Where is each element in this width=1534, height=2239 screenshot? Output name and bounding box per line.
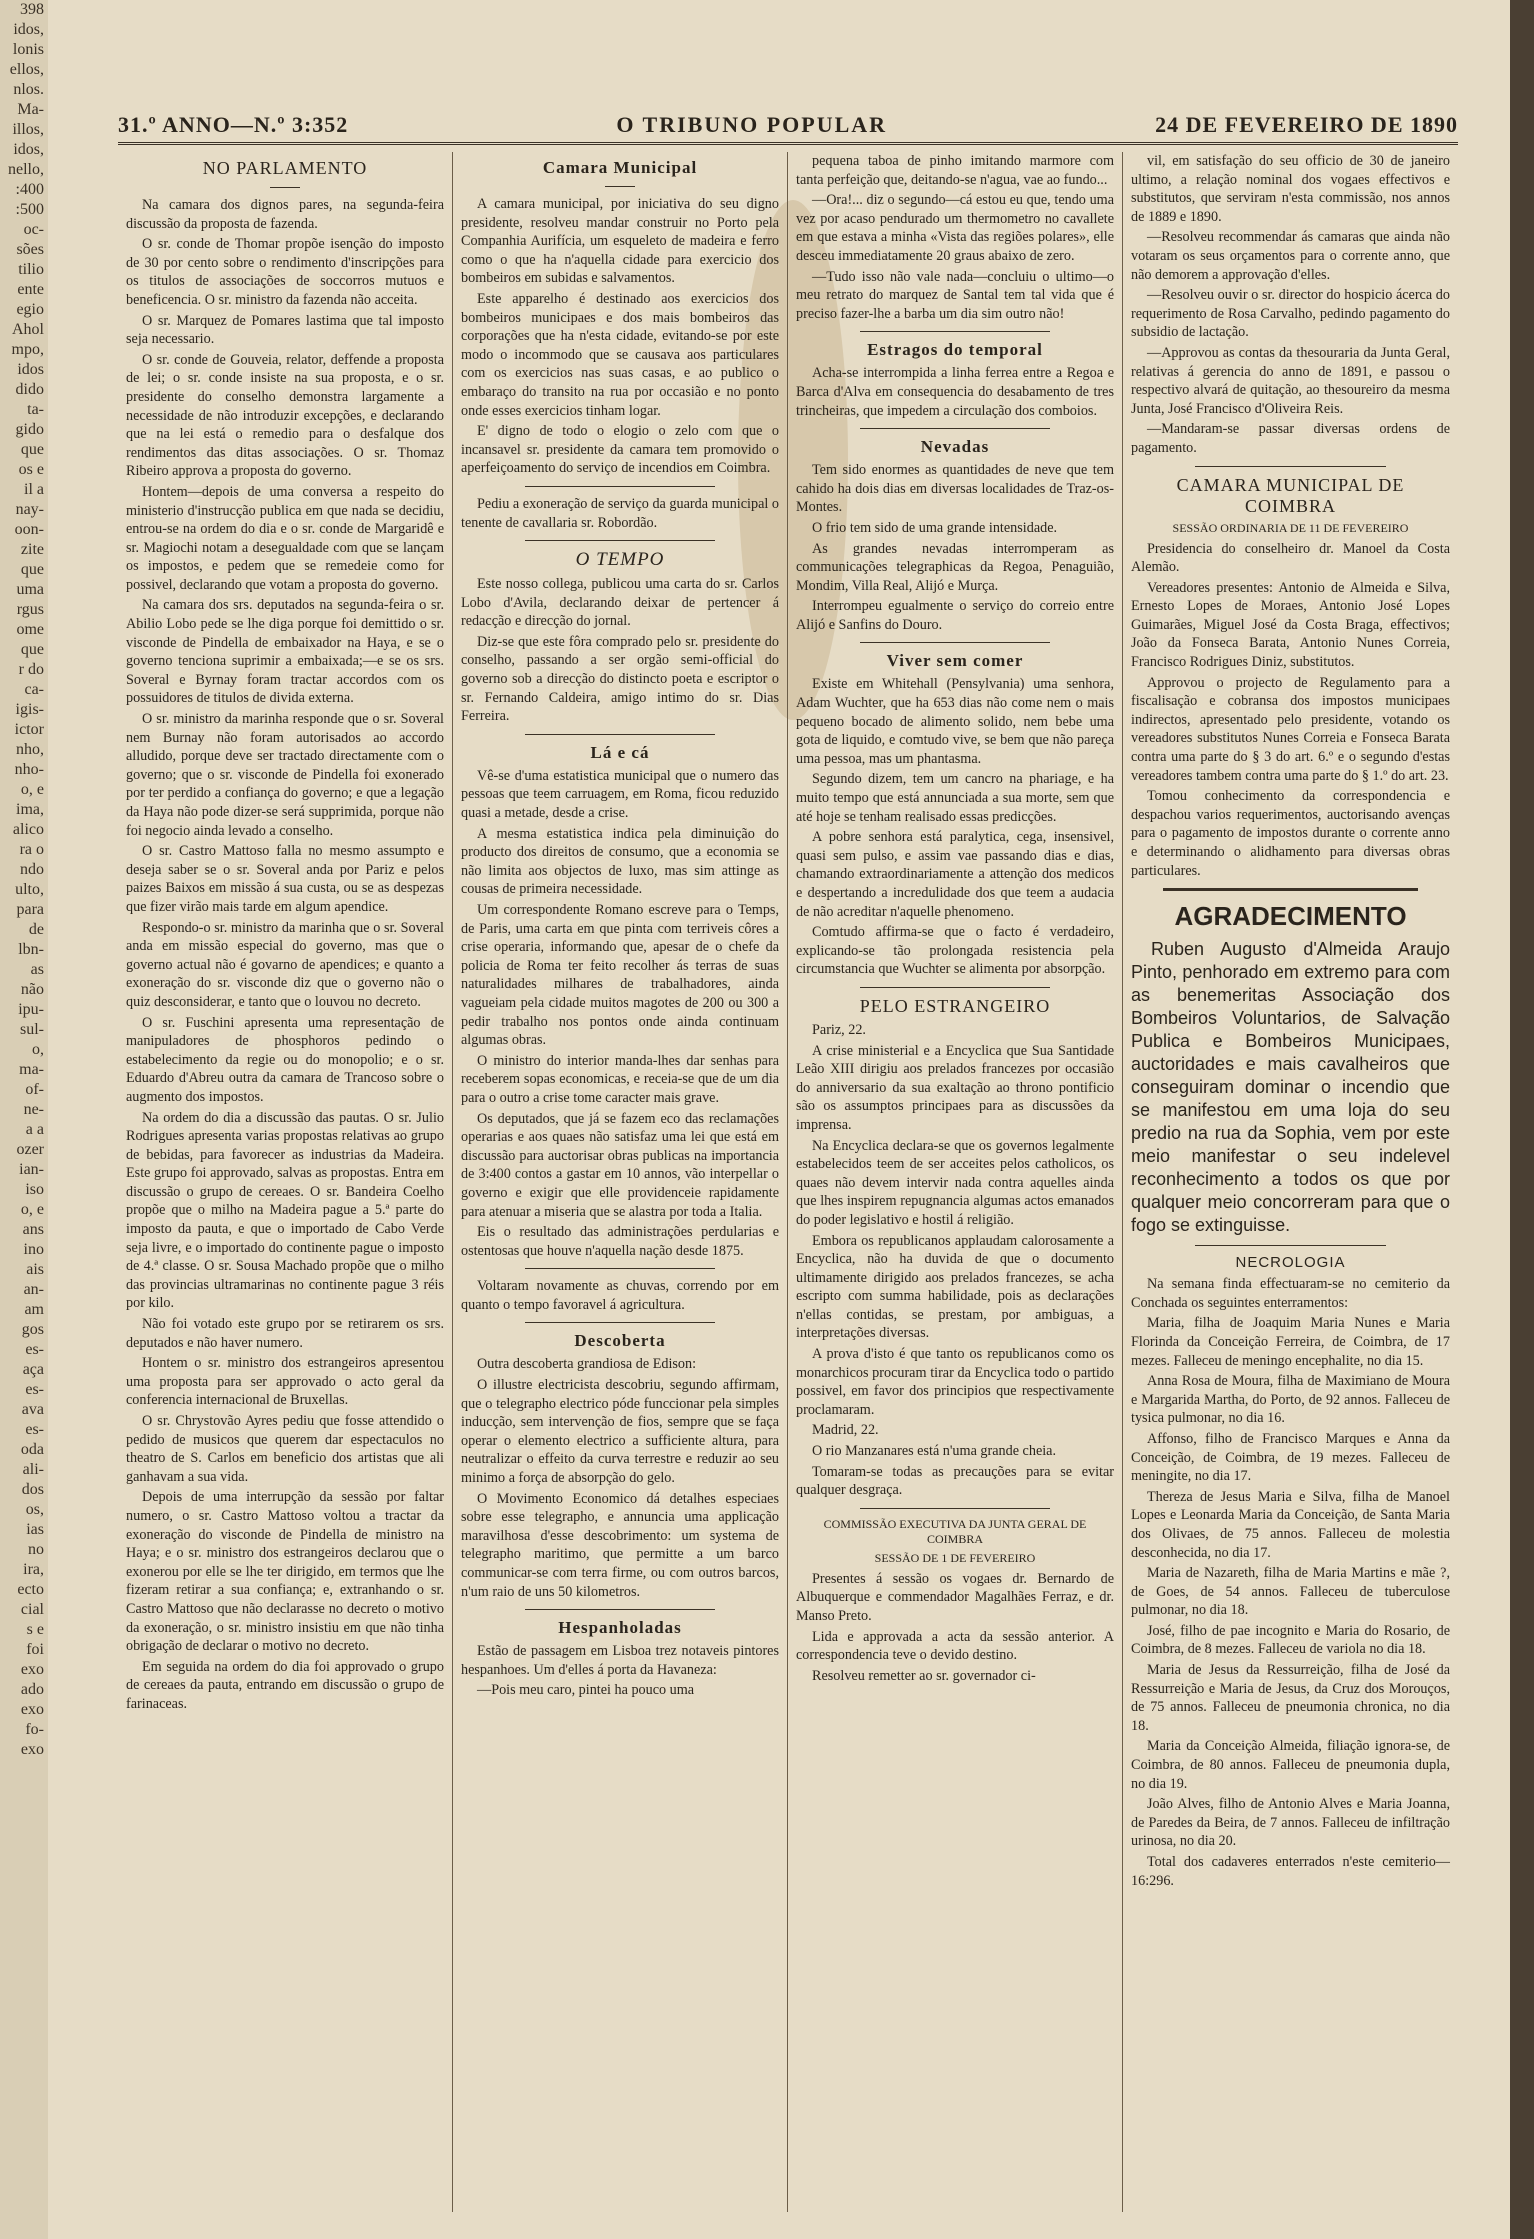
previous-page-fragment: lonis bbox=[12, 41, 44, 58]
column-1 bbox=[118, 152, 453, 2212]
paragraph: Presidencia do conselheiro dr. Manoel da Costa Alemão. bbox=[1131, 540, 1450, 576]
paragraph: Eis o resultado das administrações perdularias e ostentosas que houve n'aquella nação desde 1875. bbox=[461, 1224, 779, 1259]
paragraph: —Ora!... diz o segundo—cá estou eu que, tendo uma vez por acaso pendurado um thermometro no cavallete em que estava a minha «Vista das regiões polares», elle desceu immediatamente 20 graus abaixo de zero. bbox=[796, 192, 1114, 264]
previous-page-fragment: ndo bbox=[20, 861, 44, 878]
paragraph: Tem sido enormes as quantidades de neve que tem cahido ha dois dias em diversas localidades de Traz-os-Montes. bbox=[796, 462, 1114, 516]
section-title-camara-coimbra: CAMARA MUNICIPAL DE COIMBRA bbox=[1176, 474, 1405, 516]
previous-page-fragment: aça bbox=[22, 1361, 44, 1378]
paragraph: —Pois meu caro, pintei ha pouco uma bbox=[477, 1682, 695, 1699]
section-title-la-e-ca: Lá e cá bbox=[590, 742, 650, 762]
paragraph: O illustre electricista descobriu, segundo affirmam, que o telegrapho electrico póde funccionar pela simples inducção, sem intervenção de fios, sempre que se faça operar o elemento electrico a sufficiente altura, para neutralizar o effeito da curva terrestre e reduzir ao seu minimo a força de absorpção do gelo. bbox=[461, 1377, 779, 1487]
previous-page-fragment: ozer bbox=[16, 1141, 44, 1158]
section-title-viver-sem-comer: Viver sem comer bbox=[886, 651, 1024, 671]
paragraph: O ministro do interior manda-lhes dar senhas para receberem sopas economicas, e receia-se que de um dia para o outro a crise tome caracter mais grave. bbox=[461, 1052, 779, 1106]
previous-page-fragment: ima, bbox=[16, 801, 44, 818]
previous-page-fragment: uma bbox=[16, 581, 44, 598]
previous-page-fragment: nlos. bbox=[13, 81, 44, 98]
paragraph: As grandes nevadas interromperam as communicações telegraphicas da Regoa, Penaguião, Mondim, Villa Real, Alijó e Murça. bbox=[796, 540, 1114, 594]
paragraph: Maria de Nazareth, filha de Maria Martins e mãe ?, de Goes, de 54 annos. Falleceu de tuberculose pulmonar, no dia 18. bbox=[1131, 1565, 1450, 1619]
previous-page-fragment: fo- bbox=[25, 1721, 44, 1738]
previous-page-fragment: exo bbox=[20, 1741, 44, 1758]
paragraph: Resolveu remetter ao sr. governador ci- bbox=[812, 1667, 1036, 1684]
paragraph: Acha-se interrompida a linha ferrea entre a Regoa e Barca d'Alva em consequencia do desabamento de tres trincheiras, que impedem a circulação dos comboios. bbox=[796, 365, 1114, 419]
divider bbox=[525, 1609, 716, 1610]
paragraph: O sr. conde de Thomar propõe isenção do imposto de 30 por cento sobre o rendimento d'inscripções para os titulos de associações de soccorros mutuos e beneficencia. O sr. ministro da fazenda não acceita. bbox=[126, 236, 444, 308]
previous-page-fragment: idos, bbox=[13, 21, 44, 38]
previous-page-fragment: para bbox=[16, 901, 44, 918]
previous-page-fragment: oon- bbox=[14, 521, 44, 538]
paragraph: Madrid, 22. bbox=[812, 1422, 879, 1439]
section-title-estragos: Estragos do temporal bbox=[867, 340, 1043, 360]
previous-page-fragment: egio bbox=[16, 301, 44, 318]
previous-page-fragment: o, e bbox=[20, 781, 44, 798]
paragraph: Este apparelho é destinado aos exercicios dos bombeiros municipaes e dos mais bombeiros das corporações que ha n'esta cidade, evitando-se por este modo o incommodo que se causava aos particulares com os exercicios nas suas casas, e ao publico o embaraço do transito na rua por occasião e no ponto onde esses exercicios tinham logar. bbox=[461, 290, 779, 419]
descoberta-body bbox=[461, 1355, 779, 1601]
divider bbox=[525, 486, 716, 487]
previous-page-fragment: os, bbox=[25, 1501, 44, 1518]
previous-page-fragment: sões bbox=[16, 241, 44, 258]
previous-page-fragment: ecto bbox=[17, 1581, 44, 1598]
previous-page-fragment: no bbox=[28, 1541, 44, 1558]
newspaper-page bbox=[48, 0, 1510, 2239]
previous-page-fragment: nello, bbox=[8, 161, 44, 178]
previous-page-fragment: dido bbox=[15, 381, 44, 398]
paragraph: Hontem o sr. ministro dos estrangeiros apresentou uma proposta para ser approvado o acto geral da conferencia internacional de Bruxellas. bbox=[126, 1355, 444, 1409]
previous-page-fragment: es- bbox=[25, 1381, 44, 1398]
divider bbox=[860, 642, 1051, 643]
section-title-necrologia: NECROLOGIA bbox=[1235, 1254, 1346, 1272]
previous-page-fragment: que bbox=[20, 561, 44, 578]
paragraph: Anna Rosa de Moura, filha de Maximiano de Moura e Margarida Martha, do Porto, de 92 annos. Falleceu de tysica pulmonar, no dia 16. bbox=[1131, 1373, 1450, 1427]
paragraph: Hontem—depois de uma conversa a respeito do ministerio d'instrucção publica em que nada se decidiu, entrou-se na ordem do dia e o sr. conde de Margaridê e sr. Magiochi notam a desegualdade com que se lançam os impostos, e pedem que se remedeie como for possivel, declarando que votam a proposta do governo. bbox=[126, 483, 444, 593]
previous-page-fragment: ictor bbox=[14, 721, 44, 738]
paragraph: Maria, filha de Joaquim Maria Nunes e Maria Florinda da Conceição Ferreira, de Coimbra, de 17 mezes. Falleceu de meningo encephalite, no dia 15. bbox=[1131, 1315, 1450, 1369]
commissao-continuation bbox=[1131, 152, 1450, 458]
paragraph: pequena taboa de pinho imitando marmore com tanta perfeição que, deitando-se n'agua, vae ao fundo... bbox=[796, 153, 1114, 188]
la-e-ca-body bbox=[461, 767, 779, 1260]
previous-page-fragment: idos, bbox=[13, 141, 44, 158]
previous-page-fragment: os e bbox=[18, 461, 44, 478]
previous-page-fragment: of- bbox=[25, 1081, 44, 1098]
previous-page-fragment: gido bbox=[15, 421, 44, 438]
newspaper-title: O TRIBUNO POPULAR bbox=[616, 112, 888, 137]
divider bbox=[525, 540, 716, 541]
paragraph: O sr. Castro Mattoso falla no mesmo assumpto e deseja saber se o sr. Soveral anda por Pariz e pelos paizes Baixos em missão á sua custa, ou se as despezas que fizer virão mais tarde em algum apendice. bbox=[126, 843, 444, 915]
paragraph: Total dos cadaveres enterrados n'este cemiterio—16:296. bbox=[1131, 1854, 1450, 1889]
previous-page-fragment: foi bbox=[26, 1641, 44, 1658]
paragraph: Este nosso collega, publicou uma carta do sr. Carlos Lobo d'Avila, declarando deixar de pertencer á redacção e direcção do jornal. bbox=[461, 576, 779, 630]
previous-page-fragment: Ma- bbox=[17, 101, 44, 118]
paragraph: Em seguida na ordem do dia foi approvado o grupo de cereaes da pauta, entrando em discussão o grupo de farinaceas. bbox=[126, 1658, 444, 1712]
previous-page-fragment: an- bbox=[23, 1281, 44, 1298]
paragraph: O rio Manzanares está n'uma grande cheia. bbox=[812, 1443, 1057, 1460]
divider bbox=[270, 187, 300, 188]
section-title-pelo-estrangeiro: PELO ESTRANGEIRO bbox=[859, 995, 1051, 1016]
paragraph: Tomou conhecimento da correspondencia e despachou varios requerimentos, auctorisando avenças para o pagamento de impostos durante o corrente anno e determinando o alidhamento para diversas obras particulares. bbox=[1131, 788, 1450, 879]
paragraph: A crise ministerial e a Encyclica que Sua Santidade Leão XIII dirigiu aos prelados francezes por occasião do anniversario da sua exaltação ao throno pontificio são os assumptos principaes para as discussões da imprensa. bbox=[796, 1042, 1114, 1133]
paragraph: Diz-se que este fôra comprado pelo sr. presidente do conselho, passando a ser orgão semi-official do governo sob a direcção do distincto poeta e escriptor o sr. Fernando Caldeira, amigo intimo do sr. Dias Ferreira. bbox=[461, 633, 779, 725]
previous-page-fragment: que bbox=[20, 641, 44, 658]
paragraph: A mesma estatistica indica pela diminuição do producto dos direitos de consumo, que a economia se não limita aos objectos de luxo, mas sim attinge as cousas de primeira necessidade. bbox=[461, 825, 779, 898]
paragraph: —Resolveu ouvir o sr. director do hospicio ácerca do requerimento de Rosa Carvalho, pedindo pagamento do subsidio de lactação. bbox=[1131, 287, 1450, 341]
o-tempo-body bbox=[461, 575, 779, 726]
paragraph: Vereadores presentes: Antonio de Almeida e Silva, Ernesto Lopes de Moraes, Antonio José Lopes Guimarães, Miguel José da Costa Braga, effectivos; João da Fonseca Barata, Antonio Nunes Correia, Francisco Rodrigues Diniz, substitutos. bbox=[1131, 579, 1450, 671]
previous-page-fragment: nho, bbox=[16, 741, 44, 758]
paragraph: —Resolveu recommendar ás camaras que ainda não votaram os seus orçamentos para o corrente anno, que não demorem a approvação d'elles. bbox=[1131, 229, 1450, 283]
column-2 bbox=[453, 152, 788, 2212]
paragraph: Pariz, 22. bbox=[812, 1021, 866, 1038]
paragraph: O sr. Marquez de Pomares lastima que tal imposto seja necessario. bbox=[126, 312, 444, 348]
masthead bbox=[118, 108, 1458, 145]
parlamento-body bbox=[126, 196, 444, 1714]
previous-page-fragment: de bbox=[28, 921, 44, 938]
paragraph: O sr. ministro da marinha responde que o sr. Soveral nem Burnay não foram autorisados ao accordo alludido, porque deve ser tractado directamente com o governo; que o sr. visconde de Pindella foi exonerado por ter perdido a confiança do governo; e que a legação da Haya não pode dizer-se será supprimida, porque não foi negocio ainda levado a conselho. bbox=[126, 711, 444, 839]
previous-page-fragment: ome bbox=[16, 621, 44, 638]
previous-page-fragment: ais bbox=[26, 1261, 44, 1278]
divider bbox=[1195, 466, 1386, 467]
paragraph: vil, em satisfação do seu officio de 30 de janeiro ultimo, a relação nominal dos vogaes effectivos e substitutos, que serviram n'esta commissão, nos annos de 1889 e 1890. bbox=[1131, 153, 1450, 225]
paragraph: Comtudo affirma-se que o facto é verdadeiro, explicando-se tão prolongada resistencia pela circumstancia que Wuchter se alimenta por absorpção. bbox=[796, 924, 1114, 978]
previous-page-fragment: ca- bbox=[24, 681, 44, 698]
camara-municipal-body bbox=[461, 195, 779, 478]
previous-page-fragment: ne- bbox=[23, 1101, 44, 1118]
paragraph: O frio tem sido de uma grande intensidade. bbox=[812, 519, 1058, 536]
paragraph: Tomaram-se todas as precauções para se evitar qualquer desgraça. bbox=[796, 1463, 1114, 1499]
previous-page-fragment: que bbox=[20, 441, 44, 458]
paragraph: Na camara dos dignos pares, na segunda-feira discussão da proposta de fazenda. bbox=[126, 197, 444, 232]
paragraph: Vê-se d'uma estatistica municipal que o numero das pessoas que teem carruagem, em Roma, ficou reduzido quasi a metade, desde a crise. bbox=[461, 767, 779, 822]
divider bbox=[525, 1268, 716, 1269]
previous-page-fragment: am bbox=[24, 1301, 44, 1318]
camara-coimbra-session: SESSÃO ORDINARIA DE 11 DE FEVEREIRO bbox=[1172, 520, 1409, 535]
paragraph: Lida e approvada a acta da sessão anterior. A correspondencia teve o devido destino. bbox=[796, 1628, 1114, 1664]
paragraph: Affonso, filho de Francisco Marques e Anna da Conceição, de Coimbra, de 19 mezes. Falleceu de meningite, no dia 17. bbox=[1131, 1430, 1450, 1485]
viver-sem-comer-body bbox=[796, 675, 1114, 979]
previous-page-fragment: ra o bbox=[19, 841, 44, 858]
paragraph: Na ordem do dia a discussão das pautas. O sr. Julio Rodrigues apresenta varias propostas relativas ao grupo de bebidas, para favorecer as industrias da Madeira. Este grupo foi approvado, salvas as propostas. Entra em discussão o grupo de cereaes. O sr. Bandeira Coelho propõe que o milho na Madeira pague a 5.ª parte do imposto da pauta, e que o importado de Cabo Verde seja livre, e o importado do continente pague o imposto de 4.ª classe. O sr. Sousa Machado propõe que o milho das provincias ultramarinas no continente pague 3 réis por kilo. bbox=[126, 1109, 444, 1312]
paragraph: O sr. Chrystovão Ayres pediu que fosse attendido o pedido de musicos que querem dar espectaculos no theatro de S. Carlos em beneficio dos artistas que ali ganhavam a sua vida. bbox=[126, 1413, 444, 1485]
previous-page-fragment: o, bbox=[32, 1041, 44, 1058]
previous-page-fragment: illos, bbox=[12, 121, 44, 138]
divider bbox=[525, 1322, 716, 1323]
paragraph: E' digno de todo o elogio o zelo com que o incansavel sr. presidente da camara tem promovido o aperfeiçoamento do serviço de incendios em Coimbra. bbox=[461, 423, 779, 477]
previous-page-fragment: idos bbox=[17, 361, 44, 378]
hespanholadas-continuation bbox=[796, 152, 1114, 323]
previous-page-fragment: ali- bbox=[22, 1461, 44, 1478]
paragraph: Respondo-o sr. ministro da marinha que o sr. Soveral anda em missão especial do governo, mas que o governo actual não é govarno de apendices; e quanto a exoneração do sr. visconde diz que o governo não o quiz desconsiderar, e tanto que o louvou no decreto. bbox=[126, 919, 444, 1010]
paragraph: O Movimento Economico dá detalhes especiaes sobre esse telegrapho, e annuncia uma applicação maravilhosa d'esse descobrimento: um systema de telegrapho maritimo, que permitte a um barco communicar-se com terra firme, ou com outros barcos, n'um raio de uns 50 kilometros. bbox=[461, 1490, 779, 1600]
previous-page-fragment: ira, bbox=[23, 1561, 44, 1578]
section-title-parlamento: NO PARLAMENTO bbox=[202, 158, 368, 178]
commissao-session: SESSÃO DE 1 DE FEVEREIRO bbox=[874, 1550, 1036, 1565]
paragraph: Existe em Whitehall (Pensylvania) uma senhora, Adam Wuchter, que ha 653 dias não come nem o mais pequeno bocado de alimento solido, nem bebe uma gota de liquido, e comtudo vive, se bem que não pareça uma pessoa, mas um phantasma. bbox=[796, 676, 1114, 767]
hespanholadas-body bbox=[461, 1642, 779, 1700]
previous-page-fragment: zite bbox=[20, 541, 44, 558]
previous-page-fragment: dos bbox=[21, 1481, 44, 1498]
paragraph: Depois de uma interrupção da sessão por faltar numero, o sr. Castro Mattoso voltou a tractar da exoneração do visconde de Pindella de ministro na Haya; e o sr. ministro dos estrangeiros declarou que o exonerou por elle se lhe ter dirigido, em termos que lhe fizeram retirar a sua confiança; e, extranhando o sr. Castro Mattoso que não declarasse no decreto o motivo da exoneração, o sr. ministro insistiu em que não tinha obrigação de declarar o motivo no decreto. bbox=[126, 1489, 444, 1655]
section-title-o-tempo: O TEMPO bbox=[575, 549, 665, 571]
section-title-agradecimento: AGRADECIMENTO bbox=[1174, 901, 1407, 932]
previous-page-fragment: oc- bbox=[23, 221, 44, 238]
previous-page-fragment: ian- bbox=[19, 1161, 44, 1178]
paragraph: Approvou o projecto de Regulamento para a fiscalisação e cobransa dos impostos municipaes indirectos, apresentado pelo presidente, votando os vereadores substitutos Nunes Correia e Fonseca Barata contra uma parte do § 3 do art. 6.º e o segundo d'estas vereadores tambem contra uma parte do § 1.º do art. 23. bbox=[1131, 674, 1450, 784]
previous-page-fragment: sul- bbox=[20, 1021, 44, 1038]
paragraph: João Alves, filho de Antonio Alves e Maria Joanna, de Paredes da Beira, de 7 annos. Falleceu de infiltração urinosa, no dia 20. bbox=[1131, 1796, 1450, 1850]
pelo-estrangeiro-body bbox=[796, 1021, 1114, 1500]
previous-page-fragment: lbn- bbox=[18, 941, 44, 958]
previous-page-fragment: es- bbox=[25, 1341, 44, 1358]
previous-page-fragment: exo bbox=[20, 1661, 44, 1678]
paragraph: —Approvou as contas da thesouraria da Junta Geral, relativas á gerencia do anno de 1891, e passou o respectivo alvará de quitação, ao thesoureiro da mesma Junta, José Francisco d'Oliveira Reis. bbox=[1131, 344, 1450, 417]
previous-page-fragment: cial bbox=[20, 1601, 44, 1618]
previous-page-fragment: as bbox=[30, 961, 44, 978]
paragraph: Os deputados, que já se fazem eco das reclamações operarias e aos quaes não satisfaz uma lei que está em discussão para auctorisar obras publicas na importancia de 3:400 contos a gastar em 10 annos, vão interpellar o governo e exigir que elle providenceie rapidamente para atenuar a miseria que se alastra por toda a Italia. bbox=[461, 1110, 779, 1220]
paragraph: Thereza de Jesus Maria e Silva, filha de Manoel Lopes e Leonarda Maria da Conceição, de Santa Maria dos Olivaes, de 75 annos. Falleceu de molestia desconhecida, no dia 17. bbox=[1131, 1488, 1450, 1561]
paragraph: Na Encyclica declara-se que os governos legalmente estabelecidos teem de ser acceites pelos catholicos, os quaes não devem intervir nada contra aquelles ainda que lhes inspirem repugnancia algumas actos emanados do poder legislativo e hostil á religião. bbox=[796, 1137, 1114, 1228]
previous-page-fragment: ellos, bbox=[9, 61, 44, 78]
previous-page-fragment: o, e bbox=[20, 1201, 44, 1218]
chuvas-note: Voltaram novamente as chuvas, correndo por em quanto o tempo favoravel á agricultura. bbox=[461, 1278, 779, 1313]
paragraph: Um correspondente Romano escreve para o Temps, de Paris, uma carta em que pinta com terriveis côres a crise operaria, informando que, apesar de o chefe da policia de Roma ter feito recolher ás terras de suas naturalidades milhares de trabalhadores, ainda vagueiam pela cidade muitos magotes de 200 ou 300 a pedir trabalho nos pontos onde ainda continuam algumas obras. bbox=[461, 902, 779, 1049]
previous-page-strip bbox=[0, 0, 50, 2239]
previous-page-fragment: es- bbox=[25, 1421, 44, 1438]
issue-number: 31.º ANNO—N.º 3:352 bbox=[118, 112, 349, 137]
previous-page-fragment: exo bbox=[20, 1701, 44, 1718]
paragraph: —Tudo isso não vale nada—concluiu o ultimo—o meu retrato do marquez de Santal tem tal vida que é preciso fazer-lhe a barba um dia sim outro não! bbox=[796, 268, 1114, 322]
previous-page-fragment: :400 bbox=[15, 181, 44, 198]
divider bbox=[525, 734, 716, 735]
paragraph: Maria da Conceição Almeida, filiação ignora-se, de Coimbra, de 80 annos. Falleceu de pneumonia dupla, no dia 19. bbox=[1131, 1738, 1450, 1792]
previous-page-fragment: :500 bbox=[15, 201, 44, 218]
previous-page-fragment: ava bbox=[21, 1401, 44, 1418]
previous-page-fragment: ma- bbox=[19, 1061, 44, 1078]
divider bbox=[605, 186, 635, 187]
divider bbox=[860, 428, 1051, 429]
paragraph: Interrompeu egualmente o serviço do correio entre Alijó e Sanfins do Douro. bbox=[796, 598, 1114, 633]
paragraph: A pobre senhora está paralytica, cega, insensivel, quasi sem pulso, e assim vae passando dias e dias, chamando extraordinariamente a attenção dos medicos e despertando a incredulidade dos que teem a audacia de não acreditar n'aquelle phenomeno. bbox=[796, 829, 1114, 920]
paragraph: José, filho de pae incognito e Maria do Rosario, de Coimbra, de 8 mezes. Falleceu de variola no dia 18. bbox=[1131, 1622, 1450, 1658]
paragraph: Estão de passagem em Lisboa trez notaveis pintores hespanhoes. Um d'elles á porta da Havaneza: bbox=[461, 1643, 779, 1678]
book-spine-edge bbox=[1510, 0, 1534, 2239]
previous-page-fragment: ans bbox=[22, 1221, 44, 1238]
paragraph: Embora os republicanos applaudam calorosamente a Encyclica, não ha duvida de que o documento ultimamente dirigido aos prelados francezes, se acha escripto com summa habilidade, pois as declarações n'ellas contidas, se prestam, por ambiguas, a interpretações diversas. bbox=[796, 1232, 1114, 1342]
commissao-body bbox=[796, 1570, 1114, 1686]
section-title-commissao: COMMISSÃO EXECUTIVA DA JUNTA GERAL DE COIMBRA bbox=[823, 1516, 1087, 1546]
section-title-nevadas: Nevadas bbox=[920, 437, 990, 457]
previous-page-fragment: oda bbox=[20, 1441, 44, 1458]
paragraph: —Mandaram-se passar diversas ordens de pagamento. bbox=[1131, 421, 1450, 456]
previous-page-fragment: gos bbox=[21, 1321, 44, 1338]
previous-page-fragment: ipu- bbox=[18, 1001, 44, 1018]
paragraph: O sr. Fuschini apresenta uma representação de manipuladores de phosphoros pedindo o estabelecimento da regie ou do monopolio; e o sr. Eduardo d'Abreu outra da camara de Trancoso sobre o augmento dos impostos. bbox=[126, 1014, 444, 1105]
divider bbox=[1195, 1245, 1386, 1246]
previous-page-fragment: rgus bbox=[16, 601, 44, 618]
issue-date: 24 DE FEVEREIRO DE 1890 bbox=[1155, 112, 1458, 137]
estragos-body bbox=[796, 364, 1114, 420]
previous-page-fragment: 398 bbox=[20, 1, 44, 18]
paragraph: Outra descoberta grandiosa de Edison: bbox=[477, 1356, 697, 1373]
column-4 bbox=[1123, 152, 1458, 2212]
previous-page-fragment: Ahol bbox=[12, 321, 44, 338]
previous-page-fragment: nay- bbox=[15, 501, 44, 518]
divider bbox=[860, 331, 1051, 332]
agradecimento-body: Ruben Augusto d'Almeida Araujo Pinto, penhorado em extremo para com as benemeritas Associação dos Bombeiros Voluntarios, de Salvação Publica e Bombeiros Municipaes, auctoridades e mais cavalheiros que conseguiram dominar o incendio que se manifestou em uma loja do seu predio na rua da Sophia, vem por este meio manifestar o seu indelevel reconhecimento a todos os que por qualquer meio concorreram para que o fogo se extinguisse. bbox=[1131, 939, 1450, 1236]
previous-page-fragment: mpo, bbox=[11, 341, 44, 358]
previous-page-fragment: nho- bbox=[14, 761, 44, 778]
previous-page-fragment: ulto, bbox=[15, 881, 44, 898]
paragraph: Na semana finda effectuaram-se no cemiterio da Conchada os seguintes enterramentos: bbox=[1131, 1276, 1450, 1311]
section-title-camara-municipal: Camara Municipal bbox=[542, 158, 698, 177]
column-3 bbox=[788, 152, 1123, 2212]
previous-page-fragment: não bbox=[20, 981, 44, 998]
previous-page-fragment: a a bbox=[25, 1121, 44, 1138]
section-title-descoberta: Descoberta bbox=[574, 1331, 666, 1351]
paragraph: Maria de Jesus da Ressurreição, filha de José da Ressurreição e Maria de Jesus, da Cruz dos Morouços, de 75 annos. Falleceu de pneumonia chronica, no dia 18. bbox=[1131, 1662, 1450, 1734]
previous-page-fragment: tilio bbox=[18, 261, 44, 278]
divider bbox=[860, 987, 1051, 988]
previous-page-fragment: r do bbox=[18, 661, 44, 678]
paragraph: A camara municipal, por iniciativa do seu digno presidente, resolveu mandar construir no Porto pela Companhia Aurifícia, um esqueleto de madeira e ferro como o que ha n'aquella cidade para exercicio dos bombeiros em subidas e salvamentos. bbox=[461, 196, 779, 287]
divider bbox=[860, 1508, 1051, 1509]
previous-page-fragment: igis- bbox=[15, 701, 44, 718]
previous-page-fragment: ino bbox=[23, 1241, 44, 1258]
previous-page-fragment: ias bbox=[26, 1521, 44, 1538]
camara-coimbra-body bbox=[1131, 540, 1450, 881]
previous-page-fragment: alico bbox=[12, 821, 44, 838]
previous-page-fragment: ente bbox=[17, 281, 44, 298]
divider bbox=[1163, 888, 1418, 891]
exoneracao-note: Pediu a exoneração de serviço da guarda municipal o tenente de cavallaria sr. Robordão. bbox=[461, 495, 779, 531]
previous-page-fragment: ado bbox=[20, 1681, 44, 1698]
previous-page-fragment: iso bbox=[25, 1181, 44, 1198]
previous-page-fragment: il a bbox=[24, 481, 44, 498]
nevadas-body bbox=[796, 461, 1114, 634]
paragraph: A prova d'isto é que tanto os republicanos como os monarchicos procuram tirar da Encyclica todo o partido possivel, em favor dos principios que respectivamente proclamaram. bbox=[796, 1346, 1114, 1418]
necrologia-body bbox=[1131, 1275, 1450, 1890]
paragraph: Na camara dos srs. deputados na segunda-feira o sr. Abilio Lobo pede se lhe diga porque foi demittido o sr. visconde de Pindella de embaixador na Haya, e se o governo tenciona suprimir a embaixada;—e se os srs. Soveral e Byrnay foram tractar accordos com os possuidores de titulos de divida externa. bbox=[126, 597, 444, 707]
paragraph: Presentes á sessão os vogaes dr. Bernardo de Albuquerque e commendador Magalhães Ferraz, e dr. Manso Preto. bbox=[796, 1570, 1114, 1624]
section-title-hespanholadas: Hespanholadas bbox=[558, 1618, 682, 1638]
paragraph: O sr. conde de Gouveia, relator, deffende a proposta de lei; o sr. conde insiste na sua proposta, e o sr. presidente do conselho demonstra largamente a necessidade de não introduzir excepções, e declarando que na lei está o remedio para o desfalque dos rendimentos das ditas associações. O sr. Thomaz Ribeiro approva a proposta do governo. bbox=[126, 351, 444, 480]
previous-page-fragment: ta- bbox=[27, 401, 44, 418]
paragraph: Segundo dizem, tem um cancro na phariage, e ha muito tempo que está annunciada a sua morte, sem que até hoje se tenham realisado essas predicções. bbox=[796, 771, 1114, 825]
previous-page-fragment: s e bbox=[26, 1621, 44, 1638]
paragraph: Não foi votado este grupo por se retirarem os srs. deputados e não haver numero. bbox=[126, 1316, 444, 1351]
columns bbox=[118, 152, 1458, 2212]
